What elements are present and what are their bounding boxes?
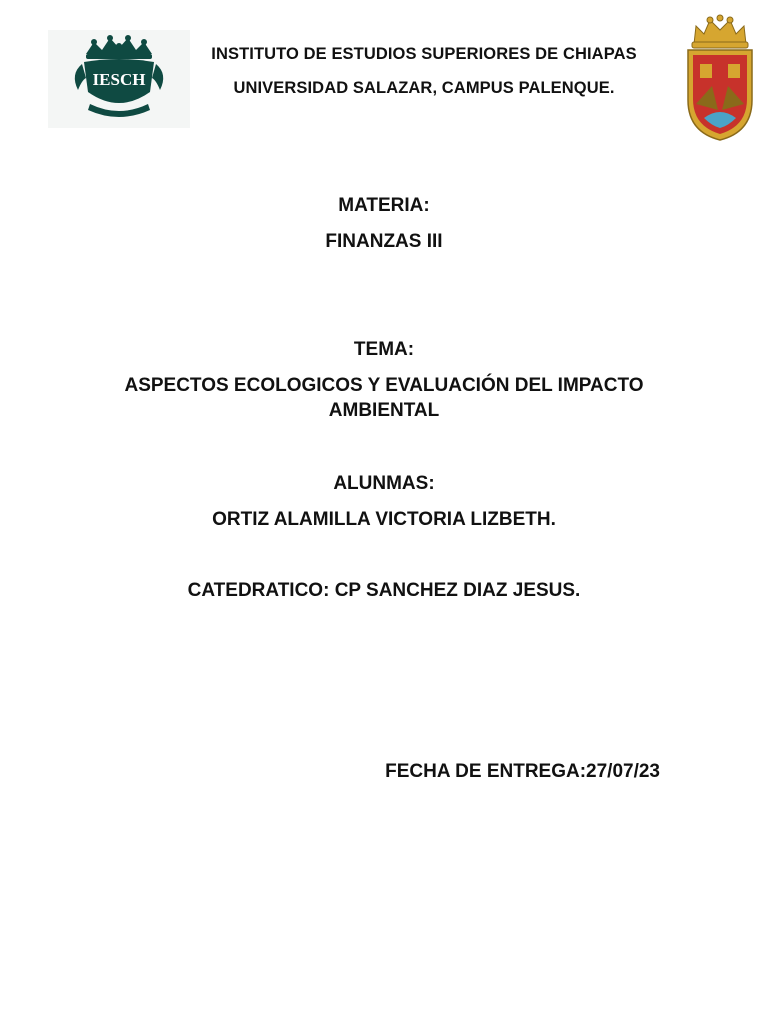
fecha-entrega: FECHA DE ENTREGA:27/07/23	[385, 761, 660, 782]
tema-value-line2: AMBIENTAL	[328, 400, 440, 421]
iesch-emblem-icon	[64, 34, 174, 124]
chiapas-coat-of-arms	[682, 14, 758, 144]
alumnas-value: ORTIZ ALAMILLA VICTORIA LIZBETH.	[212, 509, 556, 530]
campus-name: UNIVERSIDAD SALAZAR, CAMPUS PALENQUE.	[233, 79, 615, 97]
tema-value-line1: ASPECTOS ECOLOGICOS Y EVALUACIÓN DEL IMPACTO	[124, 375, 644, 396]
institution-name: INSTITUTO DE ESTUDIOS SUPERIORES DE CHIAPAS	[211, 45, 637, 63]
coat-of-arms-icon	[682, 14, 758, 144]
logo-text: IESCH	[92, 70, 146, 89]
tema-label: TEMA:	[353, 339, 415, 360]
catedratico: CATEDRATICO: CP SANCHEZ DIAZ JESUS.	[187, 580, 581, 601]
alumnas-label: ALUNMAS:	[333, 473, 435, 494]
materia-label: MATERIA:	[338, 195, 430, 216]
materia-value: FINANZAS III	[325, 231, 443, 252]
